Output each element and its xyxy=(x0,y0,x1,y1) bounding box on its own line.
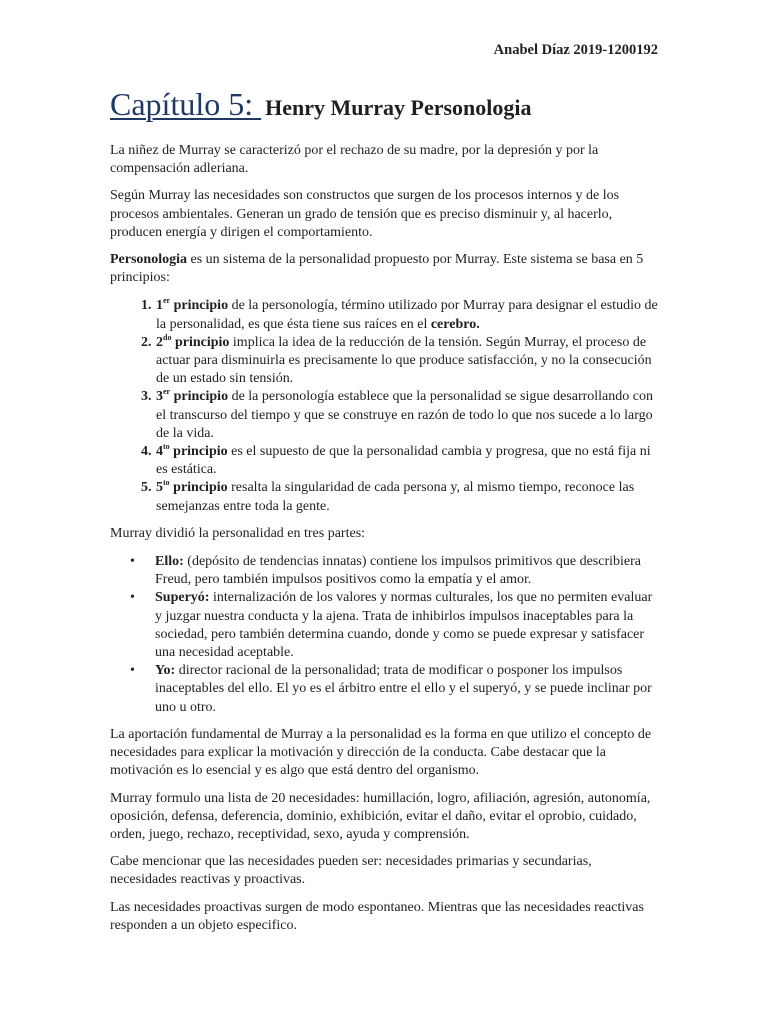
paragraph-needs-types: Cabe mencionar que las necesidades pueden ser: necesidades primarias y secundarias, necesidades reactivas y proactivas. xyxy=(110,854,592,888)
part-text: director racional de la personalidad; trata de modificar o posponer los impulsos inaceptables del ello. El yo es el árbitro entre el ello y el superyó, y se puede inclinar por uno u otro. xyxy=(155,663,652,715)
paragraph-proactive-reactive: Las necesidades proactivas surgen de modo espontaneo. Mientras que las necesidades reactivas responden a un objeto especifico. xyxy=(110,899,644,933)
paragraph-three-parts: Murray dividió la personalidad en tres partes: xyxy=(110,525,366,541)
author-header: Anabel Díaz 2019-1200192 xyxy=(493,42,658,58)
part-text: (depósito de tendencias innatas) contiene los impulsos primitivos que describiera Freud, pero también impulsos positivos como la empatía y el amor. xyxy=(155,554,642,588)
bullet-icon: • xyxy=(130,663,135,679)
paragraph-childhood: La niñez de Murray se caracterizó por el rechazo de su madre, por la depresión y por la compensación adleriana. xyxy=(110,143,599,177)
chapter-name: Henry Murray Personologia xyxy=(265,95,532,120)
paragraph-personologia xyxy=(110,251,660,287)
principle-item xyxy=(155,388,660,443)
principle-label: $2^{do}$ principio xyxy=(156,332,230,350)
part-text: internalización de los valores y normas culturales, los que no permiten evaluar y juzgar nuestra conducta y la ajena. Trata de inhibirlos impulsos inaceptables para la sociedad, pero también determina cuando, donde y como se puede expresar y satisfacer una necesidad aceptable. xyxy=(155,590,653,661)
personologia-term: Personologia xyxy=(110,252,187,268)
document-body xyxy=(110,82,660,944)
paragraph-needs: Según Murray las necesidades son constructos que surgen de los procesos internos y de los procesos ambientales. Generan un grado de tensión que es preciso disminuir y, al hacerlo, producen energía y dirigen el comportamiento. xyxy=(110,188,620,240)
bullet-icon: • xyxy=(130,590,135,606)
principle-label: 1er principio xyxy=(156,296,229,314)
principle-item xyxy=(155,443,660,479)
paragraph-needs-list: Murray formulo una lista de 20 necesidades: humillación, logro, afiliación, agresión, autonomía, oposición, defensa, deferencia, dominio, exhibición, evitar el daño, evitar el oprobio, cuidado, orden, juego, rechazo, receptividad, sexo, ayuda y comprensión. xyxy=(110,790,651,842)
principle-label: $5^{to}$ principio xyxy=(156,478,228,496)
part-label: Superyó: xyxy=(155,590,210,606)
principle-text: de la personología, término utilizado por Murray para designar el estudio de la personalidad, es que ésta tiene sus raíces en el xyxy=(156,298,658,332)
part-label: Yo: xyxy=(155,663,176,679)
principle-text: es el supuesto de que la personalidad cambia y progresa, que no está fija ni es estática. xyxy=(156,444,651,478)
personologia-definition: es un sistema de la personalidad propuesto por Murray. Este sistema se basa en 5 principios: xyxy=(110,252,644,286)
personality-parts-list xyxy=(110,553,660,717)
part-item-ello xyxy=(130,553,660,589)
principle-bold-end: cerebro. xyxy=(430,316,480,332)
principle-item xyxy=(155,297,660,333)
paragraph-contribution: La aportación fundamental de Murray a la personalidad es la forma en que utilizo el concepto de necesidades para explicar la motivación y dirección de la conducta. Cabe destacar que la motivación es lo esencial y es algo que está dentro del organismo. xyxy=(110,726,652,779)
principles-list xyxy=(110,297,660,515)
principle-text: implica la idea de la reducción de la tensión. Según Murray, el proceso de actuar para disminuirla es precisamente lo que produce satisfacción, y no la consecución de un estado sin tensión. xyxy=(156,334,652,387)
principle-text: de la personología establece que la personalidad se sigue desarrollando con el transcurso del tiempo y que se construye en razón de todo lo que nos sucede a lo largo de la vida. xyxy=(156,389,653,441)
principle-text: resalta la singularidad de cada persona y, al mismo tiempo, reconoce las semejanzas entre toda la gente. xyxy=(156,480,635,514)
bullet-icon: • xyxy=(130,554,135,570)
part-item-yo xyxy=(130,662,660,717)
part-label: Ello: xyxy=(155,554,184,570)
chapter-number: Capítulo 5: xyxy=(110,86,262,122)
principle-label: $4^{to}$ principio xyxy=(156,442,228,460)
part-item-superyo xyxy=(130,589,660,662)
principle-item xyxy=(155,334,660,389)
principle-label: 3er principio xyxy=(156,387,229,405)
principle-item xyxy=(155,479,660,515)
chapter-title xyxy=(110,82,660,130)
